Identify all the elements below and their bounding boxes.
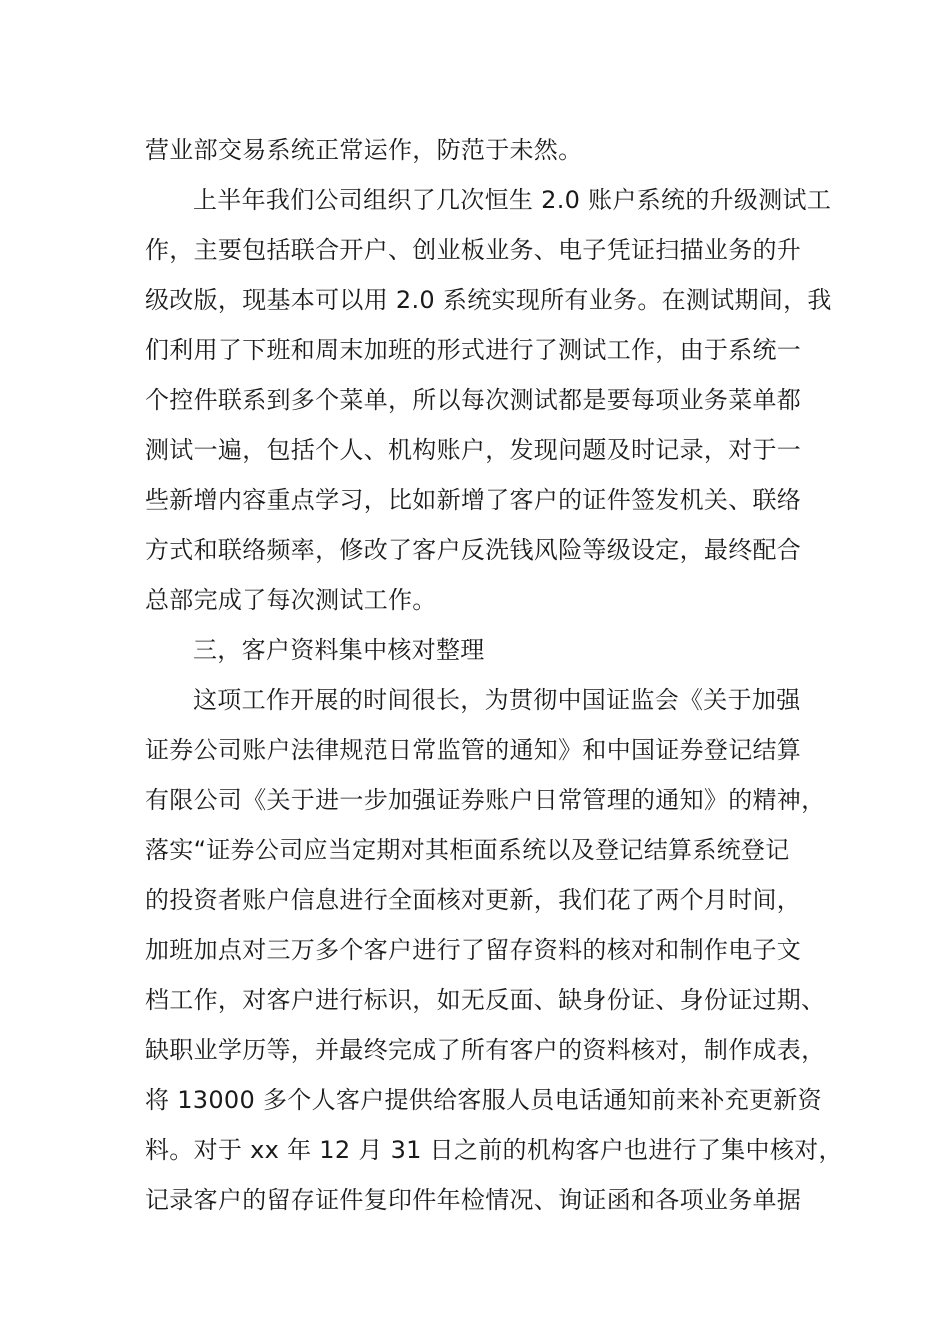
text-line: 记录客户的留存证件复印件年检情况、询证函和各项业务单据 (145, 1186, 802, 1214)
text-line: 方式和联络频率，修改了客户反洗钱风险等级设定，最终配合 (145, 536, 802, 564)
paragraph-start-line: 这项工作开展的时间很长，为贯彻中国证监会《关于加强 (193, 686, 801, 714)
text-line: 测试一遍，包括个人、机构账户，发现问题及时记录，对于一 (145, 436, 802, 464)
text-line: 料。对于 xx 年 12 月 31 日之前的机构客户也进行了集中核对， (145, 1136, 843, 1164)
text-line: 证券公司账户法律规范日常监管的通知》和中国证券登记结算 (145, 736, 802, 764)
text-line: 些新增内容重点学习，比如新增了客户的证件签发机关、联络 (145, 486, 802, 514)
text-line: 有限公司《关于进一步加强证券账户日常管理的通知》的精神， (145, 786, 826, 814)
text-line: 个控件联系到多个菜单，所以每次测试都是要每项业务菜单都 (145, 386, 802, 414)
text-line: 的投资者账户信息进行全面核对更新，我们花了两个月时间， (145, 886, 802, 914)
text-line: 们利用了下班和周末加班的形式进行了测试工作，由于系统一 (145, 336, 802, 364)
text-line: 总部完成了每次测试工作。 (145, 586, 437, 614)
text-line: 营业部交易系统正常运作，防范于未然。 (145, 136, 583, 164)
text-line: 落实“证券公司应当定期对其柜面系统以及登记结算系统登记 (145, 836, 790, 864)
text-line: 加班加点对三万多个客户进行了留存资料的核对和制作电子文 (145, 936, 802, 964)
text-line: 档工作，对客户进行标识，如无反面、缺身份证、身份证过期、 (145, 986, 826, 1014)
text-line: 作，主要包括联合开户、创业板业务、电子凭证扫描业务的升 (145, 236, 802, 264)
text-line: 缺职业学历等，并最终完成了所有客户的资料核对，制作成表， (145, 1036, 826, 1064)
paragraph-start-line: 上半年我们公司组织了几次恒生 2.0 账户系统的升级测试工 (193, 186, 832, 214)
text-line: 将 13000 多个人客户提供给客服人员电话通知前来补充更新资 (145, 1086, 822, 1114)
text-line: 级改版，现基本可以用 2.0 系统实现所有业务。在测试期间，我 (145, 286, 832, 314)
section-heading: 三，客户资料集中核对整理 (193, 636, 485, 664)
